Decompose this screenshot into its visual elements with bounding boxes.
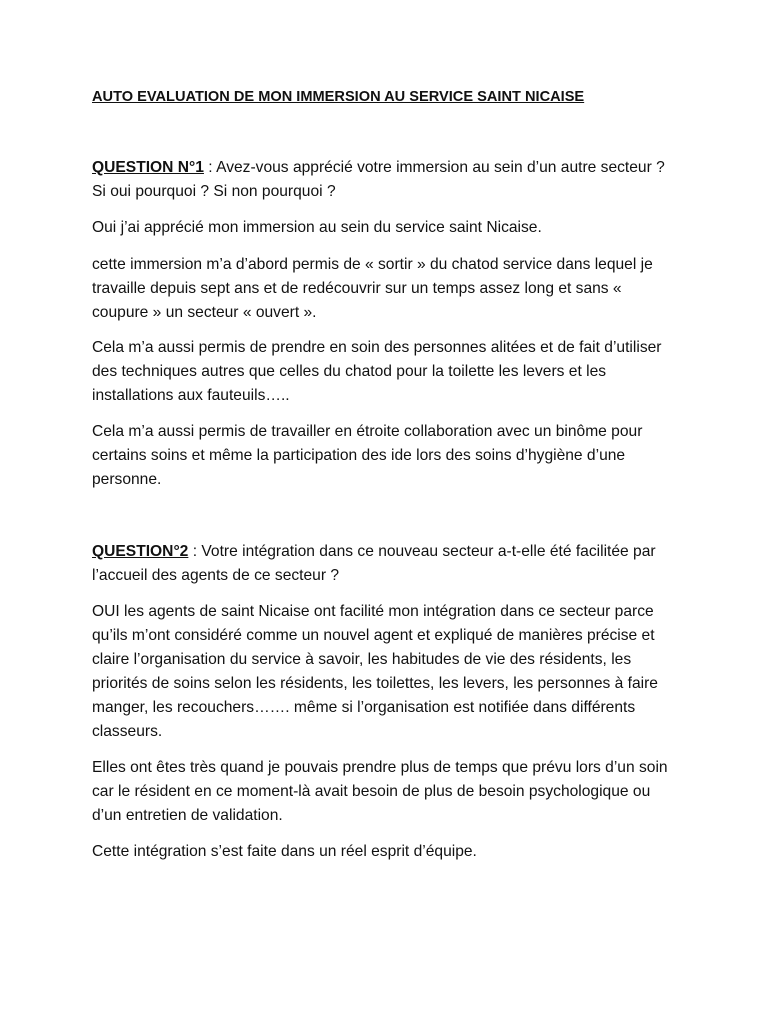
answer-2-paragraph-3: Cette intégration s’est faite dans un réel esprit d’équipe. xyxy=(92,843,477,860)
document-title: AUTO EVALUATION DE MON IMMERSION AU SERVICE SAINT NICAISE xyxy=(92,89,585,105)
question-2-label: QUESTION°2 xyxy=(92,543,189,560)
answer-1-paragraph-1: Oui j’ai apprécié mon immersion au sein du service saint Nicaise. xyxy=(92,219,542,236)
answer-2-paragraph-1: OUI les agents de saint Nicaise ont facilité mon intégration dans ce secteur parce qu’ils m’ont considéré comme un nouvel agent et expliqué de manières précise et claire l’organisation du service à savoir, les habitudes de vie des résidents, les priorités de soins selon les résidents, les toilettes, les levers, les personnes à faire manger, les recouchers……. même si l’organisation est notifiée dans différents classeurs. xyxy=(92,603,658,740)
question-2 xyxy=(92,540,682,588)
answer-1-paragraph-2: cette immersion m’a d’abord permis de « sortir » du chatod service dans lequel je travaille depuis sept ans et de redécouvrir sur un temps assez long et sans « coupure » un secteur « ouvert ». xyxy=(92,256,653,321)
answer-1-paragraph-4: Cela m’a aussi permis de travailler en étroite collaboration avec un binôme pour certains soins et même la participation des ide lors des soins d’hygiène d’une personne. xyxy=(92,423,643,488)
answer-1-paragraph-3: Cela m’a aussi permis de prendre en soin des personnes alitées et de fait d’utiliser des techniques autres que celles du chatod pour la toilette les levers et les installations aux fauteuils….. xyxy=(92,339,662,404)
question-1 xyxy=(92,156,682,204)
answer-2-paragraph-2: Elles ont êtes très quand je pouvais prendre plus de temps que prévu lors d’un soin car le résident en ce moment-là avait besoin de plus de besoin psychologique ou d’un entretien de validation. xyxy=(92,759,668,824)
question-1-text: : Avez-vous apprécié votre immersion au sein d’un autre secteur ? Si oui pourquoi ? Si non pourquoi ? xyxy=(92,159,665,200)
question-1-label: QUESTION N°1 xyxy=(92,159,204,176)
question-2-text: : Votre intégration dans ce nouveau secteur a-t-elle été facilitée par l’accueil des agents de ce secteur ? xyxy=(92,543,656,584)
